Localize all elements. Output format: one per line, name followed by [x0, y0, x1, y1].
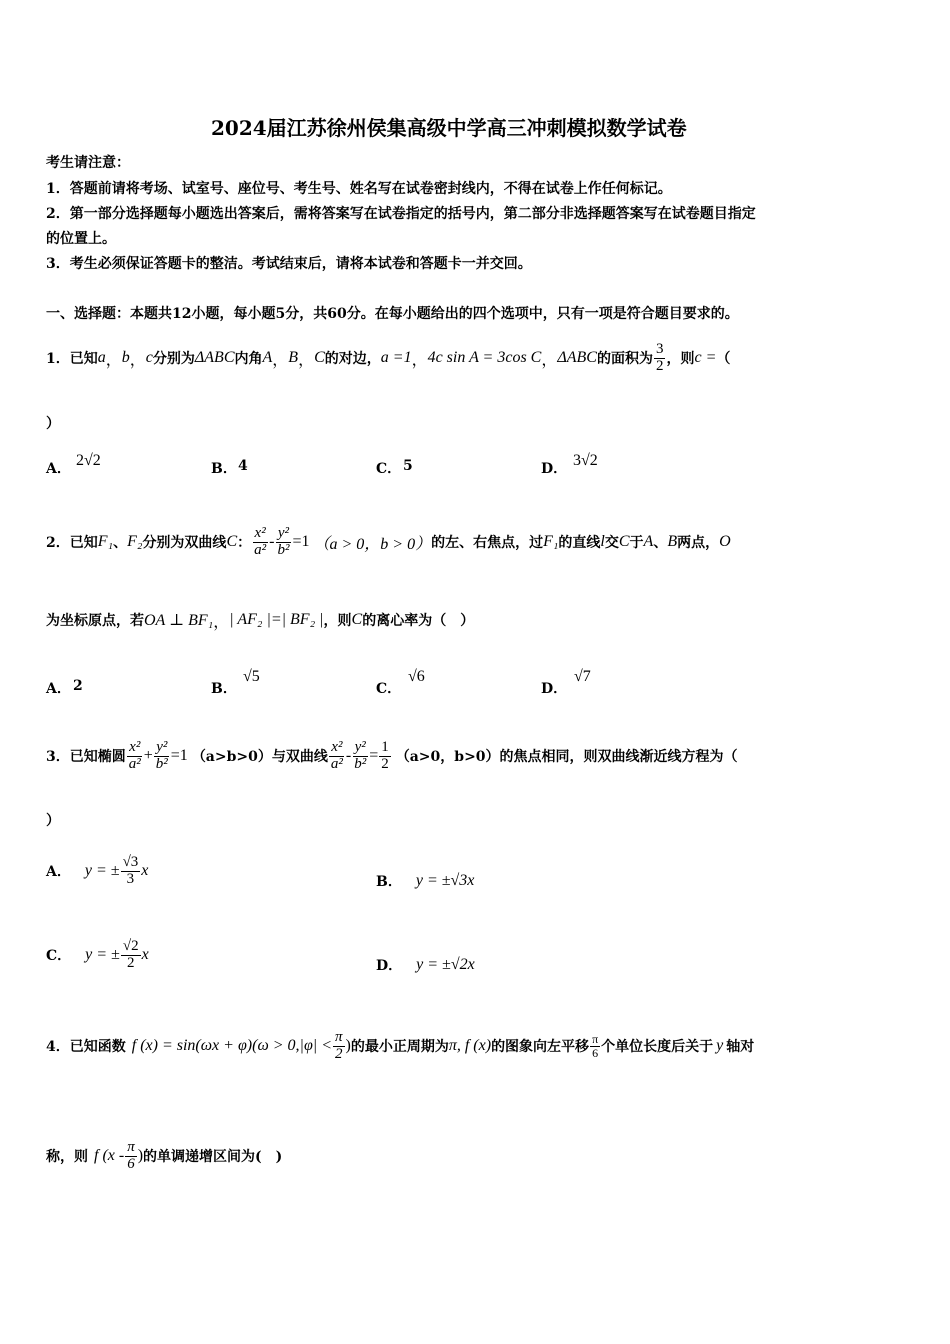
q1-option-a-label: A．	[46, 461, 71, 477]
q1-triangle: ΔABC	[557, 349, 597, 366]
q3-text: 与双曲线	[271, 749, 328, 765]
q2-text: 2．已知	[46, 535, 98, 551]
q4-pi-den: 2	[335, 1045, 343, 1062]
q1-comma: ，	[105, 351, 122, 369]
q1-text: 内角	[234, 351, 263, 367]
q3-option-c-pre: y = ±	[85, 946, 120, 963]
q2-point-B: B	[667, 533, 678, 550]
q2-focus-F1: F₁	[97, 533, 114, 550]
q3-eq: =	[369, 747, 379, 764]
q3-half-num: 1	[381, 738, 389, 755]
q4-text: 的图象向左平移	[491, 1039, 590, 1055]
q1-option-c: 5	[403, 458, 413, 474]
q3-option-d-label: D．	[376, 958, 403, 974]
q4-shift-num: π	[592, 1031, 599, 1046]
q2-focus-F2: F₂	[127, 533, 143, 550]
q3-x2: x²	[129, 738, 141, 755]
q1-comma: ，	[411, 351, 428, 369]
q1-text: 分别为	[152, 351, 195, 367]
q1-text: ，则	[666, 351, 695, 367]
q2-point-A: A	[643, 533, 654, 550]
q1-option-d: 3√2	[573, 452, 598, 469]
question-2-line-2	[46, 600, 474, 640]
q3-option-b-row	[376, 868, 474, 894]
q1-triangle: ΔABC	[194, 349, 235, 366]
q3-option-a-fraction	[121, 855, 141, 888]
q2-option-c-label: C．	[376, 681, 402, 697]
q2-minus: -	[269, 533, 275, 550]
q2-condition: （a > 0，b > 0）	[313, 535, 432, 553]
q4-text: 4．已知函数	[46, 1039, 126, 1055]
q3-eq: =1	[170, 747, 188, 764]
q2-eq: =1	[292, 533, 310, 550]
q1-option-b: 4	[238, 458, 248, 474]
q2-a2: a²	[254, 541, 267, 558]
q3-condition-2: （a>0，b>0）	[395, 749, 500, 765]
q1-var-A: A	[262, 349, 273, 366]
q4-pi-half	[333, 1030, 345, 1063]
q4-text: 轴对	[726, 1039, 755, 1055]
q3-a2: a²	[128, 755, 141, 772]
q1-area-num: 3	[655, 340, 664, 357]
q4-fshift-den: 6	[127, 1155, 135, 1172]
page-title: 2024届江苏徐州侯集高级中学高三冲刺模拟数学试卷	[211, 116, 687, 140]
q3-minus: -	[345, 747, 352, 764]
notice-line-2b: 的位置上。	[46, 231, 116, 247]
q2-text: ，则	[323, 613, 352, 629]
q1-text: 1．已知	[46, 351, 98, 367]
q3-option-a-post: x	[141, 862, 149, 879]
q2-text: 为坐标原点，若	[46, 613, 144, 629]
q3-option-c-den: 2	[126, 954, 135, 971]
question-4	[46, 1016, 754, 1076]
q3-option-a-row	[46, 846, 906, 896]
q1-comma: ，	[129, 351, 146, 369]
q2-text: 交	[604, 535, 619, 551]
q2-text: 的离心率为（ ）	[362, 613, 475, 629]
q2-option-b-label: B．	[211, 681, 237, 697]
q2-sep: 、	[653, 535, 668, 551]
q3-b2b: b²	[354, 755, 367, 772]
q3-frac-y2	[352, 740, 368, 773]
notice-line-2a: 2．第一部分选择题每小题选出答案后，需将答案写在试卷指定的括号内，第二部分非选择题答案写在试卷题目指定	[46, 206, 756, 222]
q3-a2b: a²	[330, 755, 343, 772]
q4-pi-num: π	[335, 1028, 343, 1045]
q3-option-c-label: C．	[46, 948, 72, 964]
q1-paren-open: （	[716, 351, 731, 367]
q1-var-a: a	[97, 349, 106, 366]
q3-frac-x2	[329, 740, 345, 773]
q3-option-c-row	[46, 930, 906, 980]
q1-text: 的面积为	[596, 351, 653, 367]
q4-text: 的单调递增区间为( )	[143, 1149, 283, 1165]
q2-text: 分别为双曲线	[142, 535, 227, 551]
q3-option-a-num: √3	[122, 853, 139, 870]
q2-curve-C: C	[618, 533, 630, 550]
q3-frac-y	[154, 740, 170, 773]
q3-option-d-row	[376, 952, 475, 978]
q2-comma: ，	[213, 613, 230, 631]
q2-text: 的左、右焦点，过	[431, 535, 544, 551]
q1-area-fraction	[654, 342, 666, 375]
q3-b2: b²	[155, 755, 168, 772]
q1-comma: ，	[541, 351, 558, 369]
q4-text: 的最小正周期为	[350, 1039, 449, 1055]
q2-option-a-label: A．	[46, 681, 71, 697]
q4-fshift-pre: f (x -	[94, 1147, 125, 1164]
q1-var-c: c	[145, 349, 153, 366]
q4-fshift-post: )	[137, 1147, 144, 1164]
q1-option-a: 2√2	[76, 452, 101, 469]
q2-b2: b²	[277, 541, 290, 558]
q2-frac-y	[275, 526, 291, 559]
q3-option-a-den: 3	[126, 870, 135, 887]
q4-text: 称，则	[46, 1149, 88, 1165]
q1-options	[46, 452, 906, 478]
q2-option-b: √5	[243, 668, 260, 685]
q4-period: π,	[448, 1037, 461, 1054]
q2-origin-O: O	[719, 533, 731, 550]
q1-paren-close: ）	[46, 416, 60, 432]
q3-frac-x	[127, 740, 143, 773]
q2-text: 两点，	[677, 535, 720, 551]
q3-text: 3．已知椭圆	[46, 749, 126, 765]
q4-axis-y: y	[716, 1037, 724, 1054]
notice-heading: 考生请注意：	[46, 155, 130, 171]
section-heading: 一、选择题：本题共12小题，每小题5分，共60分。在每小题给出的四个选项中，只有一项是符合题目要求的。	[46, 306, 739, 322]
q3-y2b: y²	[354, 738, 366, 755]
q1-option-d-label: D．	[541, 461, 568, 477]
q3-condition-1: （a>b>0）	[191, 749, 272, 765]
q3-option-c-num: √2	[122, 937, 139, 954]
q4-shift-fraction	[590, 1033, 600, 1059]
q2-colon: ：	[237, 535, 252, 551]
q1-comma: ，	[298, 351, 315, 369]
q2-focus-F1: F₁	[543, 533, 559, 550]
q2-condition-perp: OA ⊥ BF₁	[144, 612, 214, 629]
q4-shift-den: 6	[592, 1045, 599, 1060]
q3-half-den: 2	[381, 755, 389, 772]
q4-text: 个单位长度后关于	[601, 1039, 714, 1055]
q2-condition-eq: | AF₂ |=| BF₂ |	[229, 611, 324, 628]
q1-var-C: C	[314, 349, 325, 366]
q1-option-c-label: C．	[376, 461, 402, 477]
q2-option-d: √7	[574, 668, 591, 685]
q3-option-a-pre: y = ±	[84, 862, 120, 879]
q4-function: f (x) = sin(ωx + φ)(ω > 0,|φ| <	[131, 1037, 332, 1054]
q4-fx: f (x)	[464, 1037, 492, 1054]
q1-var-b: b	[121, 349, 130, 366]
q2-frac-x	[252, 526, 268, 559]
q1-comma: ，	[272, 351, 289, 369]
q3-plus: +	[143, 747, 153, 764]
q2-y2: y²	[277, 524, 290, 541]
question-2	[46, 512, 731, 572]
q3-option-d: y = ±√2x	[416, 956, 475, 973]
question-4-line-2	[46, 1126, 282, 1186]
q2-text: 的直线	[558, 535, 601, 551]
q2-line-l: l	[600, 533, 605, 550]
q1-area-den: 2	[655, 357, 664, 374]
q2-option-c: √6	[408, 668, 425, 685]
question-3	[46, 726, 738, 786]
q3-option-c-post: x	[141, 946, 149, 963]
q3-x2b: x²	[331, 738, 343, 755]
q2-sep: 、	[113, 535, 128, 551]
q2-option-d-label: D．	[541, 681, 568, 697]
q1-c-eq: c =	[694, 349, 717, 366]
q2-curve-C: C	[226, 533, 238, 550]
q3-option-a-label: A．	[46, 864, 71, 880]
q1-condition-a: a =1	[380, 349, 412, 366]
q2-curve-C: C	[351, 611, 363, 628]
q3-paren-close: ）	[46, 813, 60, 829]
q3-option-c-fraction	[121, 939, 141, 972]
question-1	[46, 328, 730, 388]
q3-text: 的焦点相同，则双曲线渐近线方程为（	[499, 749, 738, 765]
notice-line-3: 3．考生必须保证答题卡的整洁。考试结束后，请将本试卷和答题卡一并交回。	[46, 256, 532, 272]
q3-option-b: y = ±√3x	[415, 872, 475, 889]
q4-fshift-num: π	[127, 1138, 135, 1155]
q1-var-B: B	[288, 349, 299, 366]
q1-option-b-label: B．	[211, 461, 237, 477]
q3-option-b-label: B．	[376, 874, 402, 890]
q3-frac-half	[379, 740, 391, 773]
notice-line-1: 1．答题前请将考场、试室号、座位号、考生号、姓名写在试卷密封线内，不得在试卷上作任何标记。	[46, 181, 672, 197]
q4-paren: )	[345, 1037, 351, 1054]
q2-option-a: 2	[73, 678, 83, 694]
q2-x2: x²	[254, 524, 266, 541]
q4-fshift-fraction	[125, 1140, 137, 1173]
q2-options	[46, 668, 906, 697]
q1-text: 的对边，	[324, 351, 381, 367]
q3-y2: y²	[156, 738, 168, 755]
q1-condition-eq: 4c sin A = 3cos C	[427, 349, 542, 366]
q2-text: 于	[629, 535, 644, 551]
